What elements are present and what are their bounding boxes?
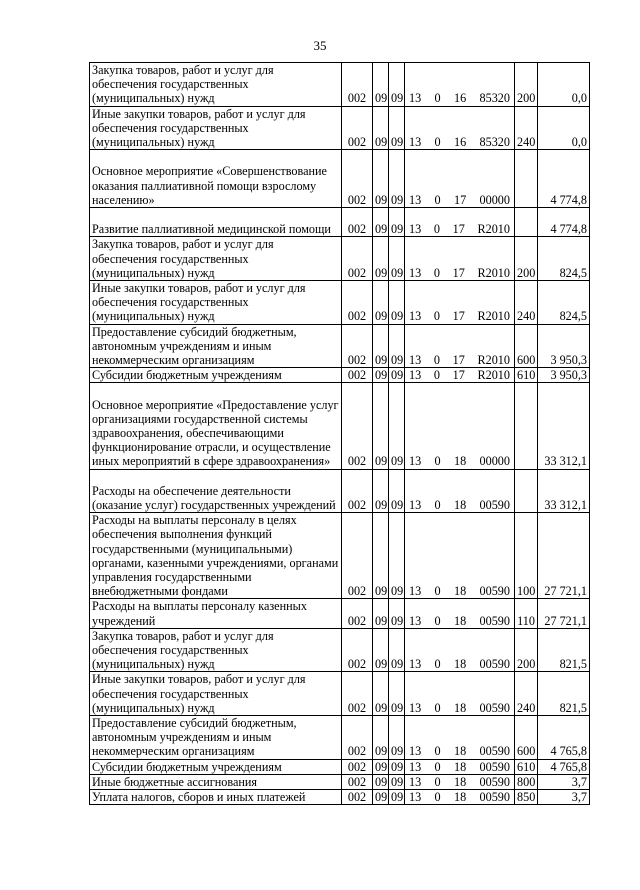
target-article-part: 18 — [453, 759, 467, 774]
grbs-code-cell: 002 — [342, 368, 373, 383]
target-article-part: 17 — [452, 353, 465, 368]
target-article-part: 13 — [409, 584, 422, 599]
target-article-part: 18 — [453, 454, 467, 469]
expense-type-cell: 240 — [515, 672, 538, 716]
subsection-code-cell: 09 — [389, 368, 405, 383]
amount-cell: 3 950,3 — [538, 368, 590, 383]
target-article-code — [407, 701, 512, 715]
section-code-cell: 09 — [373, 237, 389, 281]
target-article-part: 16 — [453, 91, 467, 106]
grbs-code-cell: 002 — [342, 106, 373, 150]
table-row — [90, 281, 590, 325]
target-article-part: 13 — [409, 135, 422, 150]
subsection-code-cell: 09 — [389, 628, 405, 672]
expense-type-cell: 800 — [515, 774, 538, 789]
expense-type-cell: 200 — [515, 237, 538, 281]
target-article-part: 00590 — [479, 744, 510, 759]
target-article-part: 13 — [409, 774, 422, 789]
table-row — [90, 383, 590, 469]
row-name-cell: Предоставление субсидий бюджетным, автономным учреждениям и иным некоммерческим организациям — [90, 716, 342, 760]
target-article-part: 13 — [409, 265, 422, 280]
expense-type-cell: 850 — [515, 790, 538, 805]
subsection-code-cell: 09 — [389, 208, 405, 237]
target-article-part: R2010 — [477, 368, 510, 383]
amount-cell: 824,5 — [538, 237, 590, 281]
target-article-part: 0 — [434, 774, 441, 789]
section-code-cell: 09 — [373, 513, 389, 599]
amount-cell: 821,5 — [538, 628, 590, 672]
row-name-cell: Развитие паллиативной медицинской помощи — [90, 208, 342, 237]
row-name-cell: Закупка товаров, работ и услуг для обеспечения государственных (муниципальных) нужд — [90, 628, 342, 672]
section-code-cell: 09 — [373, 599, 389, 628]
subsection-code-cell: 09 — [389, 716, 405, 760]
target-article-part: 0 — [433, 309, 440, 324]
table-row — [90, 774, 590, 789]
target-article-cell — [405, 106, 515, 150]
row-name-cell: Субсидии бюджетным учреждениям — [90, 759, 342, 774]
target-article-part: 85320 — [479, 135, 510, 150]
target-article-part: 0 — [434, 454, 441, 469]
amount-cell: 27 721,1 — [538, 599, 590, 628]
section-code-cell: 09 — [373, 716, 389, 760]
target-article-part: 17 — [453, 192, 467, 207]
target-article-part: 0 — [434, 613, 441, 628]
section-code-cell: 09 — [373, 106, 389, 150]
target-article-cell — [405, 599, 515, 628]
table-row — [90, 150, 590, 208]
target-article-part: 13 — [409, 192, 422, 207]
target-article-code — [407, 368, 512, 382]
row-name-cell: Уплата налогов, сборов и иных платежей — [90, 790, 342, 805]
grbs-code-cell: 002 — [342, 672, 373, 716]
table-row — [90, 106, 590, 150]
amount-cell: 0,0 — [538, 63, 590, 107]
budget-table — [89, 62, 590, 805]
target-article-cell — [405, 237, 515, 281]
target-article-part: 18 — [453, 613, 467, 628]
target-article-cell — [405, 790, 515, 805]
table-row — [90, 324, 590, 368]
section-code-cell: 09 — [373, 790, 389, 805]
target-article-cell — [405, 513, 515, 599]
row-name-cell: Основное мероприятие «Совершенствование оказания паллиативной помощи взрослому населению» — [90, 150, 342, 208]
amount-cell: 3 950,3 — [538, 324, 590, 368]
row-name-cell: Закупка товаров, работ и услуг для обеспечения государственных (муниципальных) нужд — [90, 237, 342, 281]
target-article-part: 17 — [452, 265, 465, 280]
row-name-cell: Закупка товаров, работ и услуг для обеспечения государственных (муниципальных) нужд — [90, 63, 342, 107]
subsection-code-cell: 09 — [389, 672, 405, 716]
target-article-part: 0 — [433, 353, 440, 368]
amount-cell: 3,7 — [538, 774, 590, 789]
grbs-code-cell: 002 — [342, 281, 373, 325]
target-article-part: 0 — [433, 222, 440, 237]
amount-cell: 824,5 — [538, 281, 590, 325]
section-code-cell: 09 — [373, 368, 389, 383]
row-name-cell: Расходы на выплаты персоналу в целях обеспечения выполнения функций государственными (муниципальными) органами, казенными учреждениями, органами управления государственными внебюджетными фондами — [90, 513, 342, 599]
grbs-code-cell: 002 — [342, 383, 373, 469]
target-article-part: R2010 — [477, 353, 510, 368]
table-row — [90, 513, 590, 599]
target-article-part: 0 — [433, 265, 440, 280]
row-name-cell: Иные закупки товаров, работ и услуг для обеспечения государственных (муниципальных) нужд — [90, 672, 342, 716]
subsection-code-cell: 09 — [389, 513, 405, 599]
subsection-code-cell: 09 — [389, 790, 405, 805]
table-row — [90, 790, 590, 805]
row-name-cell: Расходы на обеспечение деятельности (оказание услуг) государственных учреждений — [90, 469, 342, 513]
target-article-part: 18 — [453, 700, 467, 715]
expense-type-cell: 600 — [515, 324, 538, 368]
target-article-code — [407, 454, 512, 468]
target-article-part: 13 — [409, 353, 422, 368]
grbs-code-cell: 002 — [342, 237, 373, 281]
expense-type-cell: 200 — [515, 628, 538, 672]
target-article-code — [407, 193, 512, 207]
target-article-part: 0 — [434, 790, 441, 805]
grbs-code-cell: 002 — [342, 63, 373, 107]
target-article-part: 13 — [409, 700, 422, 715]
target-article-code — [407, 498, 512, 512]
target-article-cell — [405, 208, 515, 237]
target-article-part: 17 — [452, 222, 465, 237]
target-article-part: 0 — [434, 657, 441, 672]
target-article-cell — [405, 469, 515, 513]
target-article-part: 85320 — [479, 91, 510, 106]
grbs-code-cell: 002 — [342, 469, 373, 513]
grbs-code-cell: 002 — [342, 628, 373, 672]
section-code-cell: 09 — [373, 672, 389, 716]
grbs-code-cell: 002 — [342, 716, 373, 760]
grbs-code-cell: 002 — [342, 150, 373, 208]
target-article-cell — [405, 759, 515, 774]
target-article-part: R2010 — [477, 309, 510, 324]
section-code-cell: 09 — [373, 774, 389, 789]
grbs-code-cell: 002 — [342, 774, 373, 789]
amount-cell: 821,5 — [538, 672, 590, 716]
subsection-code-cell: 09 — [389, 324, 405, 368]
target-article-part: 00590 — [479, 790, 510, 805]
target-article-part: 0 — [433, 368, 440, 383]
target-article-part: 00590 — [479, 700, 510, 715]
target-article-part: 0 — [434, 192, 441, 207]
target-article-part: 13 — [409, 91, 422, 106]
target-article-code — [407, 584, 512, 598]
target-article-code — [407, 135, 512, 149]
target-article-part: R2010 — [477, 222, 510, 237]
target-article-cell — [405, 774, 515, 789]
table-row — [90, 599, 590, 628]
target-article-part: 13 — [409, 309, 422, 324]
target-article-code — [407, 790, 512, 804]
subsection-code-cell: 09 — [389, 237, 405, 281]
section-code-cell: 09 — [373, 383, 389, 469]
expense-type-cell — [515, 383, 538, 469]
row-name-cell: Иные закупки товаров, работ и услуг для обеспечения государственных (муниципальных) нужд — [90, 106, 342, 150]
target-article-code — [407, 309, 512, 323]
table-row — [90, 716, 590, 760]
expense-type-cell: 610 — [515, 759, 538, 774]
table-row — [90, 628, 590, 672]
amount-cell: 4 765,8 — [538, 716, 590, 760]
grbs-code-cell: 002 — [342, 599, 373, 628]
subsection-code-cell: 09 — [389, 281, 405, 325]
target-article-part: 0 — [434, 498, 441, 513]
expense-type-cell — [515, 208, 538, 237]
target-article-cell — [405, 324, 515, 368]
expense-type-cell: 100 — [515, 513, 538, 599]
grbs-code-cell: 002 — [342, 208, 373, 237]
target-article-part: 17 — [452, 309, 465, 324]
target-article-part: 0 — [434, 91, 441, 106]
subsection-code-cell: 09 — [389, 63, 405, 107]
row-name-cell: Субсидии бюджетным учреждениям — [90, 368, 342, 383]
section-code-cell: 09 — [373, 628, 389, 672]
target-article-code — [407, 353, 512, 367]
row-name-cell: Иные закупки товаров, работ и услуг для обеспечения государственных (муниципальных) нужд — [90, 281, 342, 325]
amount-cell: 4 765,8 — [538, 759, 590, 774]
expense-type-cell — [515, 469, 538, 513]
target-article-part: 18 — [453, 790, 467, 805]
amount-cell: 33 312,1 — [538, 383, 590, 469]
target-article-part: 17 — [452, 368, 465, 383]
subsection-code-cell: 09 — [389, 106, 405, 150]
subsection-code-cell: 09 — [389, 469, 405, 513]
expense-type-cell: 200 — [515, 63, 538, 107]
target-article-part: 00590 — [479, 498, 510, 513]
target-article-cell — [405, 383, 515, 469]
section-code-cell: 09 — [373, 63, 389, 107]
target-article-part: 00000 — [479, 192, 510, 207]
target-article-part: 00590 — [479, 613, 510, 628]
target-article-part: 00000 — [479, 454, 510, 469]
amount-cell: 0,0 — [538, 106, 590, 150]
expense-type-cell: 240 — [515, 281, 538, 325]
target-article-part: 18 — [453, 774, 467, 789]
target-article-part: 13 — [409, 368, 422, 383]
expense-type-cell — [515, 150, 538, 208]
target-article-part: 13 — [409, 613, 422, 628]
subsection-code-cell: 09 — [389, 759, 405, 774]
target-article-part: 18 — [453, 584, 467, 599]
target-article-cell — [405, 150, 515, 208]
amount-cell: 4 774,8 — [538, 208, 590, 237]
target-article-cell — [405, 281, 515, 325]
target-article-part: 18 — [453, 657, 467, 672]
grbs-code-cell: 002 — [342, 324, 373, 368]
target-article-part: 13 — [409, 454, 422, 469]
subsection-code-cell: 09 — [389, 774, 405, 789]
table-row — [90, 237, 590, 281]
row-name-cell: Расходы на выплаты персоналу казенных учреждений — [90, 599, 342, 628]
target-article-part: 18 — [453, 498, 467, 513]
target-article-cell — [405, 672, 515, 716]
subsection-code-cell: 09 — [389, 150, 405, 208]
section-code-cell: 09 — [373, 324, 389, 368]
section-code-cell: 09 — [373, 150, 389, 208]
target-article-part: 13 — [409, 222, 422, 237]
target-article-code — [407, 614, 512, 628]
page-number: 35 — [313, 38, 327, 53]
target-article-cell — [405, 716, 515, 760]
row-name-cell: Предоставление субсидий бюджетным, автономным учреждениям и иным некоммерческим организациям — [90, 324, 342, 368]
target-article-part: R2010 — [477, 265, 510, 280]
amount-cell: 3,7 — [538, 790, 590, 805]
table-row — [90, 63, 590, 107]
expense-type-cell: 600 — [515, 716, 538, 760]
target-article-part: 00590 — [479, 657, 510, 672]
subsection-code-cell: 09 — [389, 383, 405, 469]
target-article-part: 0 — [434, 135, 441, 150]
target-article-part: 0 — [434, 759, 441, 774]
grbs-code-cell: 002 — [342, 790, 373, 805]
target-article-part: 13 — [409, 744, 422, 759]
target-article-part: 13 — [409, 759, 422, 774]
target-article-part: 00590 — [479, 584, 510, 599]
target-article-part: 00590 — [479, 759, 510, 774]
target-article-part: 16 — [453, 135, 467, 150]
target-article-code — [407, 91, 512, 105]
target-article-part: 18 — [453, 744, 467, 759]
target-article-part: 0 — [434, 744, 441, 759]
amount-cell: 33 312,1 — [538, 469, 590, 513]
expense-type-cell: 610 — [515, 368, 538, 383]
target-article-code — [407, 222, 512, 236]
target-article-code — [407, 775, 512, 789]
row-name-cell: Основное мероприятие «Предоставление услуг организациями государственной системы здравоохранения, обеспечивающими функционирование отрасли, и осуществление иных мероприятий в сфере здравоохранения» — [90, 383, 342, 469]
amount-cell: 27 721,1 — [538, 513, 590, 599]
target-article-part: 0 — [434, 584, 441, 599]
section-code-cell: 09 — [373, 469, 389, 513]
target-article-part: 13 — [409, 657, 422, 672]
target-article-code — [407, 657, 512, 671]
section-code-cell: 09 — [373, 281, 389, 325]
target-article-code — [407, 760, 512, 774]
grbs-code-cell: 002 — [342, 759, 373, 774]
row-name-cell: Иные бюджетные ассигнования — [90, 774, 342, 789]
table-row — [90, 672, 590, 716]
target-article-cell — [405, 63, 515, 107]
table-row — [90, 469, 590, 513]
grbs-code-cell: 002 — [342, 513, 373, 599]
expense-type-cell: 240 — [515, 106, 538, 150]
amount-cell: 4 774,8 — [538, 150, 590, 208]
expense-type-cell: 110 — [515, 599, 538, 628]
section-code-cell: 09 — [373, 208, 389, 237]
target-article-cell — [405, 628, 515, 672]
target-article-code — [407, 744, 512, 758]
table-row — [90, 368, 590, 383]
target-article-part: 13 — [409, 498, 422, 513]
target-article-part: 13 — [409, 790, 422, 805]
section-code-cell: 09 — [373, 759, 389, 774]
target-article-code — [407, 266, 512, 280]
target-article-part: 00590 — [479, 774, 510, 789]
target-article-cell — [405, 368, 515, 383]
table-row — [90, 208, 590, 237]
table-row — [90, 759, 590, 774]
subsection-code-cell: 09 — [389, 599, 405, 628]
target-article-part: 0 — [434, 700, 441, 715]
